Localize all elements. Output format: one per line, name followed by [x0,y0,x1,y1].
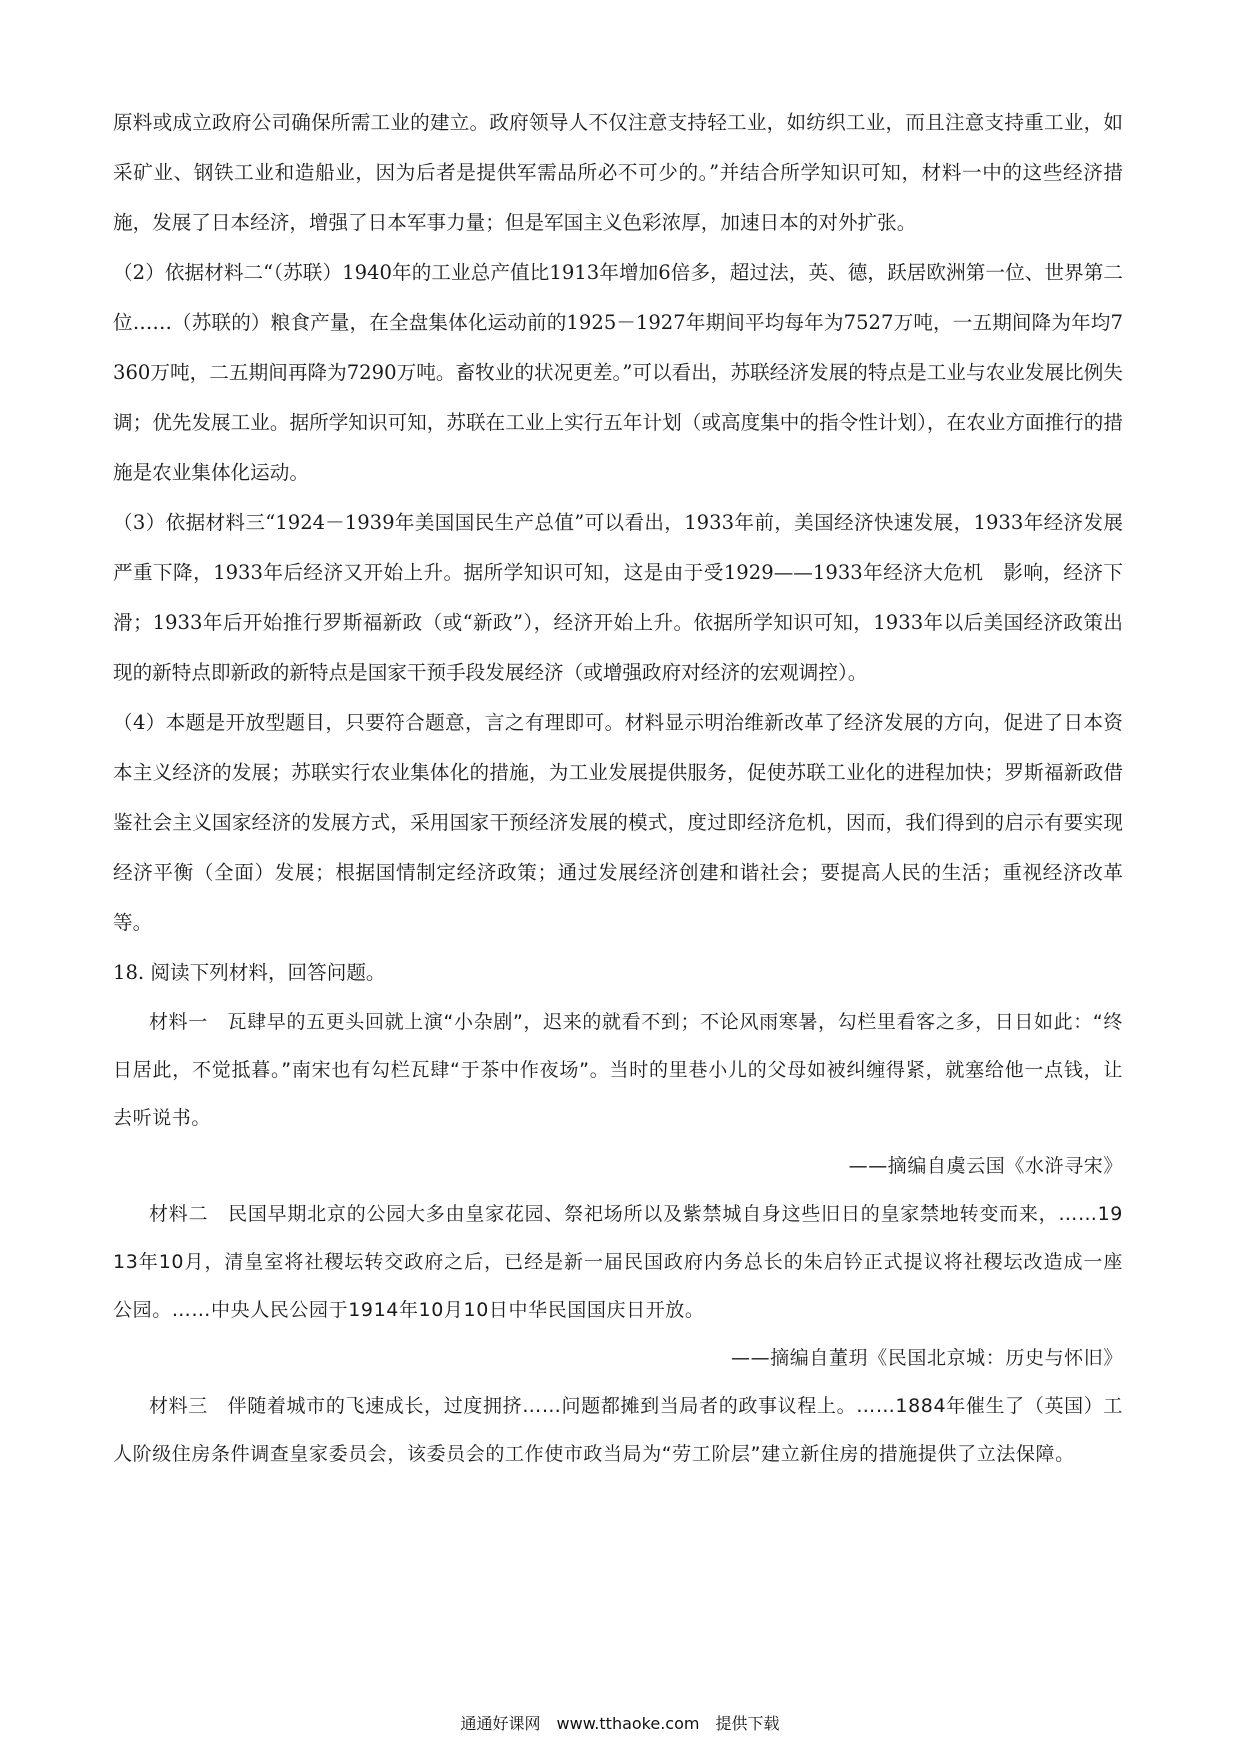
question-stem: 18. 阅读下列材料，回答问题。 [113,961,386,984]
material-3-text: 材料三 伴随着城市的飞速成长，过度拥挤……问题都摊到当局者的政事议程上。……1884年催生了（英国）工人阶级住房条件调查皇家委员会，该委员会的工作使市政当局为“劳工阶层”建立新住房的措施提供了立法保障。 [113,1395,1123,1465]
answer-paragraph-3: （3）依据材料三“1924－1939年美国国民生产总值”可以看出，1933年前，美国经济快速发展，1933年经济发展严重下降，1933年后经济又开始上升。据所学知识可知，这是由于受1929——1933年经济大危机 影响，经济下滑；1933年后开始推行罗斯福新政（或“新政”），经济开始上升。依据所学知识可知，1933年以后美国经济政策出现的新特点即新政的新特点是国家干预手段发展经济（或增强政府对经济的宏观调控）。 [113,511,1123,684]
material-1-source: ——摘编自虞云国《水浒寻宋》 [848,1155,1123,1177]
answer-paragraph-2: （2）依据材料二“（苏联）1940年的工业总产值比1913年增加6倍多，超过法，英、德，跃居欧洲第一位、世界第二位……（苏联的）粮食产量，在全盘集体化运动前的1925－1927年期间平均每年为7527万吨，一五期间降为年均7360万吨，二五期间再降为7290万吨。畜牧业的状况更差。”可以看出，苏联经济发展的特点是工业与农业发展比例失调；优先发展工业。据所学知识可知，苏联在工业上实行五年计划（或高度集中的指令性计划），在农业方面推行的措施是农业集体化运动。 [113,261,1123,484]
answer-paragraph-4: （4）本题是开放型题目，只要符合题意，言之有理即可。材料显示明治维新改革了经济发展的方向，促进了日本资本主义经济的发展；苏联实行农业集体化的措施，为工业发展提供服务，促使苏联工业化的进程加快；罗斯福新政借鉴社会主义国家经济的发展方式，采用国家干预经济发展的模式，度过即经济危机，因而，我们得到的启示有要实现经济平衡（全面）发展；根据国情制定经济政策；通过发展经济创建和谐社会；要提高人民的生活；重视经济改革等。 [113,711,1123,934]
page-content [113,98,1123,1478]
material-2-source: ——摘编自董玥《民国北京城：历史与怀旧》 [730,1347,1123,1369]
material-1-text: 材料一 瓦肆早的五更头回就上演“小杂剧”，迟来的就看不到；不论风雨寒暑，勾栏里看客之多，日日如此：“终日居此，不觉抵暮。”南宋也有勾栏瓦肆“于茶中作夜场”。当时的里巷小儿的父母如被纠缠得紧，就塞给他一点钱，让去听说书。 [113,1011,1123,1129]
answer-paragraph-continued: 原料或成立政府公司确保所需工业的建立。政府领导人不仅注意支持轻工业，如纺织工业，而且注意支持重工业，如采矿业、钢铁工业和造船业，因为后者是提供军需品所必不可少的。”并结合所学知识可知，材料一中的这些经济措施，发展了日本经济，增强了日本军事力量；但是军国主义色彩浓厚，加速日本的对外扩张。 [113,111,1123,234]
material-2-text: 材料二 民国早期北京的公园大多由皇家花园、祭祀场所以及紫禁城自身这些旧日的皇家禁地转变而来，……1913年10月，清皇室将社稷坛转交政府之后，已经是新一届民国政府内务总长的朱启钤正式提议将社稷坛改造成一座公园。……中央人民公园于1914年10月10日中华民国国庆日开放。 [113,1203,1123,1321]
page-footer: 通通好课网 www.tthaoke.com 提供下载 [460,1714,780,1733]
